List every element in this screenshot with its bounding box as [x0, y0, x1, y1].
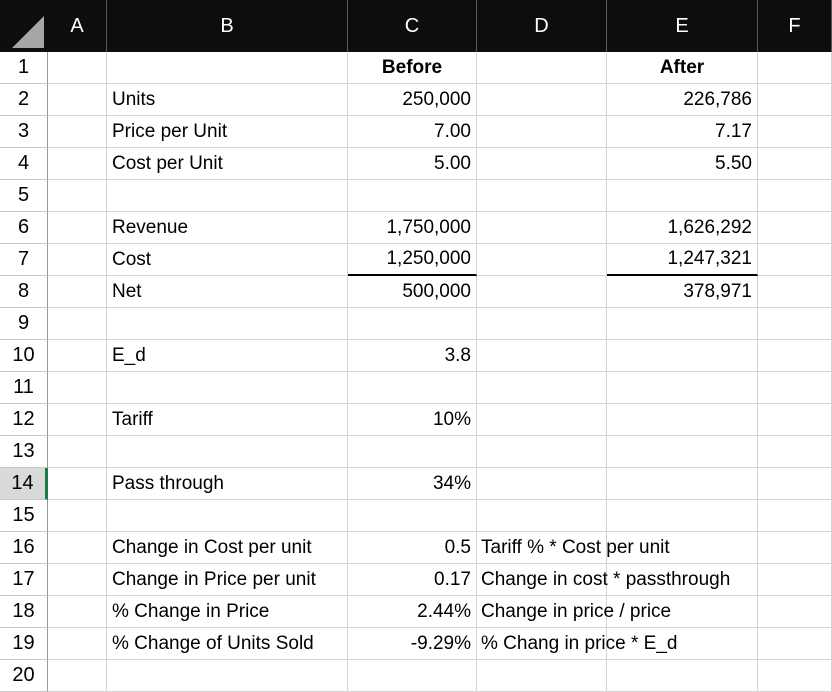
- cell-b16[interactable]: Change in Cost per unit: [107, 532, 348, 564]
- cell-a4[interactable]: [48, 148, 107, 180]
- row-header-17[interactable]: 17: [0, 564, 48, 596]
- cell-a5[interactable]: [48, 180, 107, 212]
- cell-c17[interactable]: 0.17: [348, 564, 477, 596]
- column-header-f[interactable]: F: [758, 0, 832, 52]
- cell-f3[interactable]: [758, 116, 832, 148]
- cell-b20[interactable]: [107, 660, 348, 692]
- cell-f19[interactable]: [758, 628, 832, 660]
- cell-c19[interactable]: -9.29%: [348, 628, 477, 660]
- cell-c20[interactable]: [348, 660, 477, 692]
- cell-d14[interactable]: [477, 468, 607, 500]
- cell-a9[interactable]: [48, 308, 107, 340]
- row-header-13[interactable]: 13: [0, 436, 48, 468]
- cell-b12[interactable]: Tariff: [107, 404, 348, 436]
- row-header-10[interactable]: 10: [0, 340, 48, 372]
- row-header-4[interactable]: 4: [0, 148, 48, 180]
- cell-f18[interactable]: [758, 596, 832, 628]
- cell-f17[interactable]: [758, 564, 832, 596]
- cell-a14[interactable]: [48, 468, 107, 500]
- cell-a17[interactable]: [48, 564, 107, 596]
- cell-b11[interactable]: [107, 372, 348, 404]
- cell-b2[interactable]: Units: [107, 84, 348, 116]
- cell-d16-text: Tariff % * Cost per unit: [481, 537, 670, 558]
- cell-c5[interactable]: [348, 180, 477, 212]
- cell-c8[interactable]: 500,000: [348, 276, 477, 308]
- row-header-11[interactable]: 11: [0, 372, 48, 404]
- cell-d11[interactable]: [477, 372, 607, 404]
- cell-a18[interactable]: [48, 596, 107, 628]
- cell-f16[interactable]: [758, 532, 832, 564]
- cell-c3[interactable]: 7.00: [348, 116, 477, 148]
- cell-d4[interactable]: [477, 148, 607, 180]
- cell-d1[interactable]: [477, 52, 607, 84]
- column-header-d[interactable]: D: [477, 0, 607, 52]
- cell-f2[interactable]: [758, 84, 832, 116]
- cell-b5[interactable]: [107, 180, 348, 212]
- cell-b10[interactable]: E_d: [107, 340, 348, 372]
- cell-a13[interactable]: [48, 436, 107, 468]
- cell-c14[interactable]: 34%: [348, 468, 477, 500]
- cell-e11[interactable]: [607, 372, 758, 404]
- cell-d13[interactable]: [477, 436, 607, 468]
- cell-f15[interactable]: [758, 500, 832, 532]
- cell-b18[interactable]: % Change in Price: [107, 596, 348, 628]
- cell-c18[interactable]: 2.44%: [348, 596, 477, 628]
- row-header-19[interactable]: 19: [0, 628, 48, 660]
- cell-f1[interactable]: [758, 52, 832, 84]
- cell-a7[interactable]: [48, 244, 107, 276]
- cell-c1[interactable]: Before: [348, 52, 477, 84]
- column-header-e[interactable]: E: [607, 0, 758, 52]
- cell-b8[interactable]: Net: [107, 276, 348, 308]
- row-header-2[interactable]: 2: [0, 84, 48, 116]
- cell-c6[interactable]: 1,750,000: [348, 212, 477, 244]
- column-header-c[interactable]: C: [348, 0, 477, 52]
- cell-c7[interactable]: 1,250,000: [348, 244, 477, 276]
- cell-e2[interactable]: 226,786: [607, 84, 758, 116]
- cell-b9[interactable]: [107, 308, 348, 340]
- cell-b7[interactable]: Cost: [107, 244, 348, 276]
- cell-b3[interactable]: Price per Unit: [107, 116, 348, 148]
- cell-e7[interactable]: 1,247,321: [607, 244, 758, 276]
- cell-c15[interactable]: [348, 500, 477, 532]
- select-all-corner[interactable]: [0, 0, 48, 52]
- cell-f12[interactable]: [758, 404, 832, 436]
- cell-d8[interactable]: [477, 276, 607, 308]
- cell-e1[interactable]: After: [607, 52, 758, 84]
- row-header-9[interactable]: 9: [0, 308, 48, 340]
- cell-f14[interactable]: [758, 468, 832, 500]
- cell-d9[interactable]: [477, 308, 607, 340]
- cell-c11[interactable]: [348, 372, 477, 404]
- cell-a15[interactable]: [48, 500, 107, 532]
- cell-d18-text: Change in price / price: [481, 601, 672, 622]
- cell-f10[interactable]: [758, 340, 832, 372]
- cell-a2[interactable]: [48, 84, 107, 116]
- cell-a6[interactable]: [48, 212, 107, 244]
- cell-a8[interactable]: [48, 276, 107, 308]
- cell-f11[interactable]: [758, 372, 832, 404]
- cell-a12[interactable]: [48, 404, 107, 436]
- row-header-6[interactable]: 6: [0, 212, 48, 244]
- cell-f4[interactable]: [758, 148, 832, 180]
- cell-f20[interactable]: [758, 660, 832, 692]
- row-header-3[interactable]: 3: [0, 116, 48, 148]
- cell-b13[interactable]: [107, 436, 348, 468]
- cell-a20[interactable]: [48, 660, 107, 692]
- cell-e5[interactable]: [607, 180, 758, 212]
- column-header-b[interactable]: B: [107, 0, 348, 52]
- cell-d3[interactable]: [477, 116, 607, 148]
- cell-d12[interactable]: [477, 404, 607, 436]
- cell-d15[interactable]: [477, 500, 607, 532]
- row-header-1[interactable]: 1: [0, 52, 48, 84]
- cell-d2[interactable]: [477, 84, 607, 116]
- cell-a16[interactable]: [48, 532, 107, 564]
- cell-c16[interactable]: 0.5: [348, 532, 477, 564]
- cell-e8[interactable]: 378,971: [607, 276, 758, 308]
- row-header-12[interactable]: 12: [0, 404, 48, 436]
- cell-e13[interactable]: [607, 436, 758, 468]
- cell-a1[interactable]: [48, 52, 107, 84]
- cell-b6[interactable]: Revenue: [107, 212, 348, 244]
- row-header-8[interactable]: 8: [0, 276, 48, 308]
- cell-d19-text: % Chang in price * E_d: [481, 633, 678, 654]
- cell-e10[interactable]: [607, 340, 758, 372]
- cell-f9[interactable]: [758, 308, 832, 340]
- cell-d6[interactable]: [477, 212, 607, 244]
- cell-e14[interactable]: [607, 468, 758, 500]
- cell-d7[interactable]: [477, 244, 607, 276]
- row-header-18[interactable]: 18: [0, 596, 48, 628]
- cell-f6[interactable]: [758, 212, 832, 244]
- cell-e9[interactable]: [607, 308, 758, 340]
- cell-b15[interactable]: [107, 500, 348, 532]
- cell-c10[interactable]: 3.8: [348, 340, 477, 372]
- cell-d20[interactable]: [477, 660, 607, 692]
- cell-f7[interactable]: [758, 244, 832, 276]
- column-header-a[interactable]: A: [48, 0, 107, 52]
- cell-b1[interactable]: [107, 52, 348, 84]
- cell-f13[interactable]: [758, 436, 832, 468]
- cell-e6[interactable]: 1,626,292: [607, 212, 758, 244]
- row-header-7[interactable]: 7: [0, 244, 48, 276]
- cell-f5[interactable]: [758, 180, 832, 212]
- select-all-triangle-icon: [12, 16, 44, 48]
- row-header-20[interactable]: 20: [0, 660, 48, 692]
- cell-e20[interactable]: [607, 660, 758, 692]
- cell-c9[interactable]: [348, 308, 477, 340]
- cell-a3[interactable]: [48, 116, 107, 148]
- cell-d5[interactable]: [477, 180, 607, 212]
- cell-a10[interactable]: [48, 340, 107, 372]
- row-header-5[interactable]: 5: [0, 180, 48, 212]
- cell-c4[interactable]: 5.00: [348, 148, 477, 180]
- cell-c2[interactable]: 250,000: [348, 84, 477, 116]
- cell-d10[interactable]: [477, 340, 607, 372]
- row-header-16[interactable]: 16: [0, 532, 48, 564]
- cell-e4[interactable]: 5.50: [607, 148, 758, 180]
- cell-b4[interactable]: Cost per Unit: [107, 148, 348, 180]
- cell-f8[interactable]: [758, 276, 832, 308]
- cell-a19[interactable]: [48, 628, 107, 660]
- cell-c12[interactable]: 10%: [348, 404, 477, 436]
- cell-e3[interactable]: 7.17: [607, 116, 758, 148]
- row-header-14[interactable]: 14: [0, 468, 48, 500]
- cell-b14[interactable]: Pass through: [107, 468, 348, 500]
- cell-e12[interactable]: [607, 404, 758, 436]
- cell-b19[interactable]: % Change of Units Sold: [107, 628, 348, 660]
- row-header-15[interactable]: 15: [0, 500, 48, 532]
- cell-c13[interactable]: [348, 436, 477, 468]
- cell-e15[interactable]: [607, 500, 758, 532]
- cell-d17-text: Change in cost * passthrough: [481, 569, 731, 590]
- cell-a11[interactable]: [48, 372, 107, 404]
- cell-b17[interactable]: Change in Price per unit: [107, 564, 348, 596]
